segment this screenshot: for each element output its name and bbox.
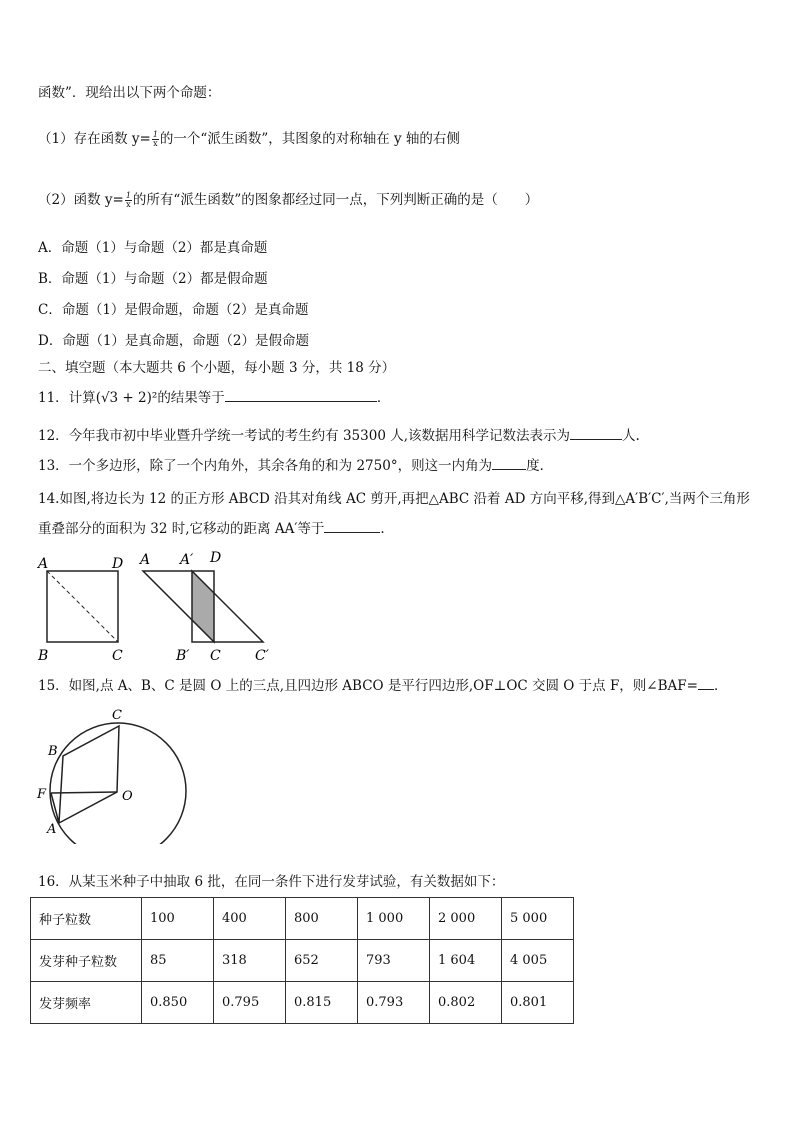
table-cell: 2 000 (430, 898, 502, 940)
label-o: O (122, 789, 133, 804)
table-cell: 318 (214, 940, 286, 982)
table-cell: 0.795 (214, 982, 286, 1024)
label-f: F (37, 787, 47, 802)
label-b-prime: B′ (176, 648, 190, 664)
table-cell: 0.815 (286, 982, 358, 1024)
fraction: $\frac{1}{x}$ (152, 130, 158, 148)
question-14-line-2: 重叠部分的面积为 32 时,它移动的距离 AA′等于 . (38, 521, 385, 537)
label-c: C (112, 708, 122, 723)
table-cell: 1 000 (358, 898, 430, 940)
figure-14 (30, 548, 290, 666)
question-13: 13．一个多边形，除了一个内角外，其余各角的和为 2750°，则这一内角为 度． (38, 458, 554, 474)
label-c: C (112, 648, 123, 664)
label-c-prime: C′ (255, 648, 269, 664)
question-16: 16．从某玉米种子中抽取 6 批，在同一条件下进行发芽试验，有关数据如下： (38, 874, 505, 890)
parallelogram-abco (59, 726, 119, 823)
answer-blank (324, 520, 380, 533)
row-header: 发芽种子粒数 (31, 940, 142, 982)
answer-blank (570, 427, 622, 440)
table-row (31, 898, 574, 940)
table-cell: 5 000 (502, 898, 574, 940)
proposition-2-post: 的所有“派生函数”的图象都经过同一点，下列判断正确的是（ ） (132, 192, 539, 208)
section-title: 二、填空题（本大题共 6 个小题，每小题 3 分，共 18 分） (38, 360, 396, 376)
answer-blank (492, 457, 526, 470)
option-d: D．命题（1）是真命题，命题（2）是假命题 (38, 333, 310, 349)
question-14-line-1: 14.如图,将边长为 12 的正方形 ABCD 沿其对角线 AC 剪开,再把△ABC 沿着 AD 方向平移,得到△A′B′C′,当两个三角形 (38, 491, 750, 507)
table-cell: 0.793 (358, 982, 430, 1024)
proposition-2-pre: （2）函数 y= (38, 192, 124, 208)
math-expression: (√3 + 2)² (95, 390, 158, 406)
label-a-2: A (140, 552, 151, 568)
proposition-1 (38, 130, 460, 148)
table-cell: 1 604 (430, 940, 502, 982)
table-cell: 85 (142, 940, 214, 982)
table-row (31, 940, 574, 982)
question-12: 12．今年我市初中毕业暨升学统一考试的考生约有 35300 人,该数据用科学记数法表示为 人. (38, 428, 640, 444)
label-a: A (38, 556, 49, 572)
intro-text: 函数”．现给出以下两个命题： (38, 85, 221, 101)
proposition-2 (38, 191, 538, 209)
segment-of (51, 792, 117, 793)
label-b: B (38, 648, 49, 664)
table-row (31, 982, 574, 1024)
answer-blank (698, 677, 714, 690)
table-cell: 652 (286, 940, 358, 982)
label-a: A (47, 822, 57, 837)
table-cell: 0.801 (502, 982, 574, 1024)
label-d: D (112, 556, 124, 572)
option-c: C．命题（1）是假命题，命题（2）是真命题 (38, 302, 309, 318)
label-b: B (48, 744, 58, 759)
table-cell: 0.850 (142, 982, 214, 1024)
row-header: 发芽频率 (31, 982, 142, 1024)
question-15: 15．如图,点 A、B、C 是圆 O 上的三点,且四边形 ABCO 是平行四边形,OF⊥OC 交圆 O 于点 F，则∠BAF= ． (38, 678, 728, 694)
label-a-prime: A′ (180, 552, 194, 568)
figure-15 (30, 704, 200, 844)
option-b: B．命题（1）与命题（2）都是假命题 (38, 271, 268, 287)
table-cell: 0.802 (430, 982, 502, 1024)
label-d-2: D (210, 550, 222, 566)
label-c-2: C (210, 648, 221, 664)
table-cell: 4 005 (502, 940, 574, 982)
table-cell: 100 (142, 898, 214, 940)
table-cell: 400 (214, 898, 286, 940)
fraction: $\frac{1}{x}$ (125, 191, 131, 209)
germination-table (30, 897, 574, 1024)
table-cell: 793 (358, 940, 430, 982)
proposition-1-pre: （1）存在函数 y= (38, 131, 151, 147)
question-11: 11．计算(√3 + 2)²的结果等于 ． (38, 390, 391, 406)
proposition-1-post: 的一个“派生函数”，其图象的对称轴在 y 轴的右侧 (159, 131, 460, 147)
answer-blank (225, 389, 377, 402)
option-a: A．命题（1）与命题（2）都是真命题 (38, 240, 268, 256)
row-header: 种子粒数 (31, 898, 142, 940)
table-cell: 800 (286, 898, 358, 940)
diagonal-ac (47, 571, 118, 642)
